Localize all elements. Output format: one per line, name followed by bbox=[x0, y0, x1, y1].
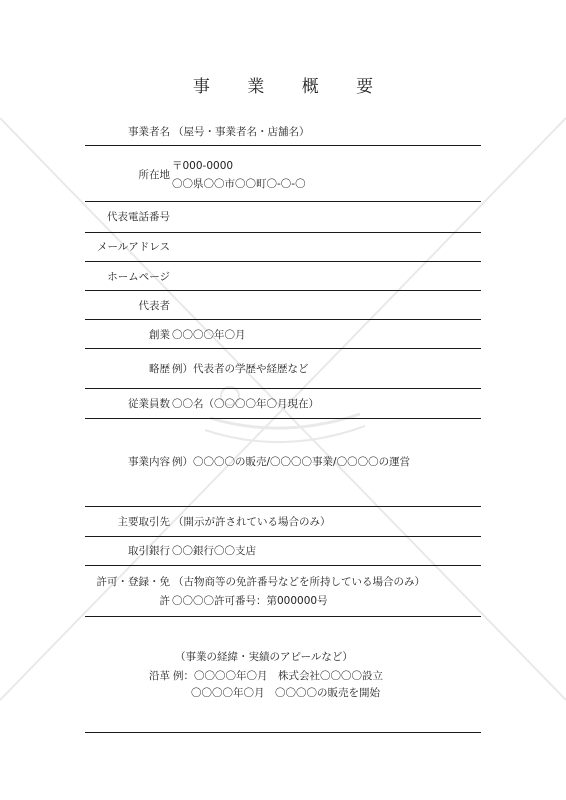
address-label: 所在地 bbox=[138, 169, 170, 181]
rule-line bbox=[85, 290, 481, 291]
rule-line bbox=[85, 536, 481, 537]
rule-line bbox=[85, 145, 481, 146]
rule-line bbox=[85, 201, 481, 202]
history-detail-line-2: 〇〇〇〇年〇月 〇〇〇〇の販売を開始 bbox=[191, 687, 380, 699]
document-title: 事 業 概 要 bbox=[192, 77, 390, 97]
license-value: 〇〇〇〇許可番号：第000000号 bbox=[172, 595, 328, 607]
history-detail-label: 沿革 bbox=[149, 670, 170, 682]
clients-note: （開示が許されている場合のみ） bbox=[173, 516, 331, 528]
bank-value: 〇〇銀行〇〇支店 bbox=[172, 545, 256, 557]
license-note: （古物商等の免許番号などを所持している場合のみ） bbox=[173, 576, 425, 588]
rule-line bbox=[85, 732, 481, 733]
license-label-2: 許 bbox=[159, 595, 170, 607]
employees-value: 〇〇名（〇〇〇〇年〇月現在） bbox=[172, 398, 319, 410]
rule-line bbox=[85, 565, 481, 566]
phone-label: 代表電話番号 bbox=[107, 211, 170, 223]
history-value: 例）代表者の学歴や経歴など bbox=[172, 363, 309, 375]
business-content-value: 例）〇〇〇〇の販売/〇〇〇〇事業/〇〇〇〇の運営 bbox=[172, 456, 411, 468]
business-name-label: 事業者名 bbox=[128, 126, 170, 138]
history-detail-line-1: 例：〇〇〇〇年〇月 株式会社〇〇〇〇設立 bbox=[173, 670, 383, 682]
email-label: メールアドレス bbox=[97, 241, 170, 253]
employees-label: 従業員数 bbox=[128, 398, 170, 410]
bank-label: 取引銀行 bbox=[128, 545, 170, 557]
rule-line bbox=[85, 506, 481, 507]
rule-line bbox=[85, 261, 481, 262]
rule-line bbox=[85, 616, 481, 617]
founded-value: 〇〇〇〇年〇月 bbox=[172, 329, 246, 341]
business-name-note: （屋号・事業者名・店舗名） bbox=[173, 126, 310, 138]
history-detail-head: （事業の経緯・実績のアピールなど） bbox=[175, 651, 353, 663]
homepage-label: ホームページ bbox=[107, 271, 170, 283]
rule-line bbox=[85, 348, 481, 349]
rule-line bbox=[85, 418, 481, 419]
representative-label: 代表者 bbox=[138, 300, 170, 312]
history-label: 略歴 bbox=[149, 363, 170, 375]
rule-line bbox=[85, 319, 481, 320]
founded-label: 創業 bbox=[149, 329, 170, 341]
business-content-label: 事業内容 bbox=[128, 456, 170, 468]
rule-line bbox=[85, 232, 481, 233]
license-label: 許可・登録・免 bbox=[96, 576, 170, 588]
clients-label: 主要取引先 bbox=[117, 516, 170, 528]
rule-line bbox=[85, 388, 481, 389]
postal-code: 〒000-0000 bbox=[172, 160, 234, 172]
address-line: 〇〇県〇〇市〇〇町〇-〇-〇 bbox=[172, 178, 306, 190]
